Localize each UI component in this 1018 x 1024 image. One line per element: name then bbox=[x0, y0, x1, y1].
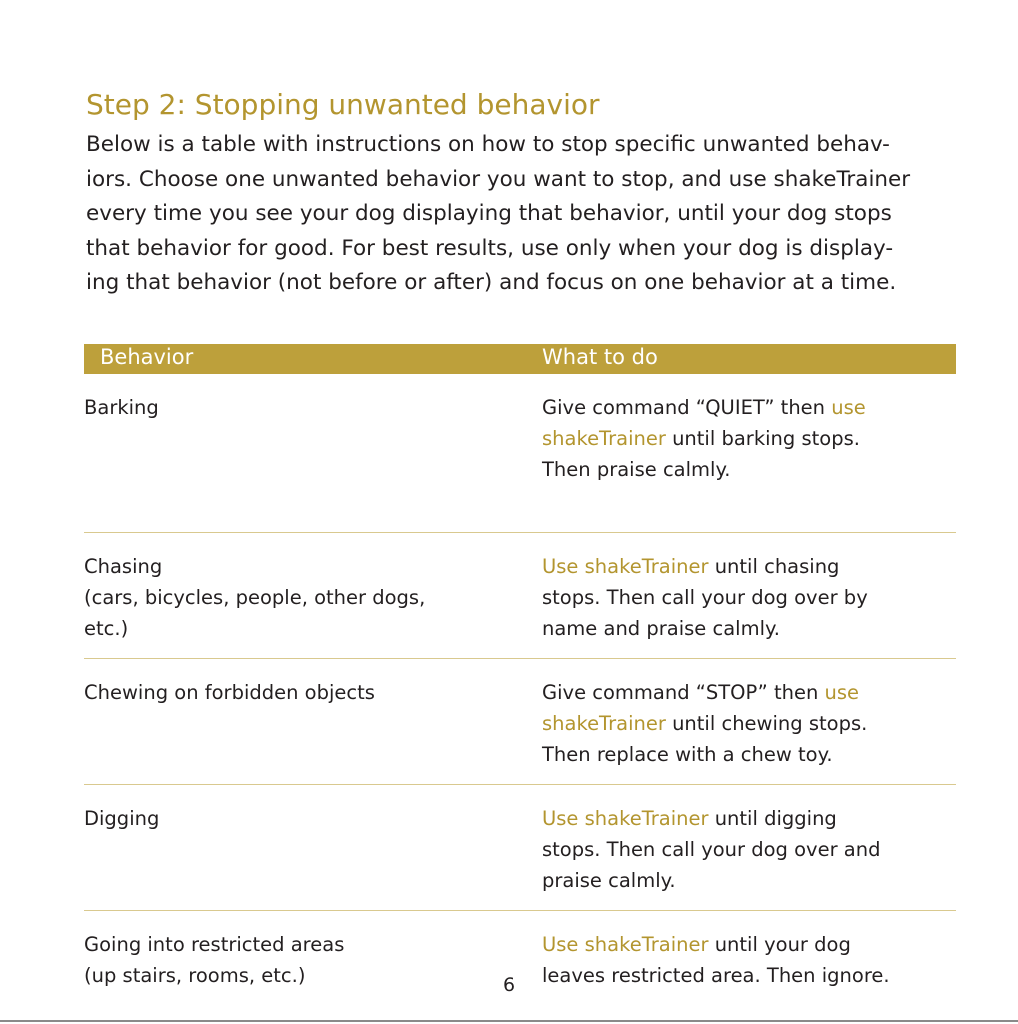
instruction-cell bbox=[542, 803, 956, 896]
behavior-name: Going into restricted areas bbox=[84, 933, 345, 956]
column-header-what-to-do: What to do bbox=[542, 345, 658, 369]
instruction-text: until barking stops. bbox=[665, 427, 860, 450]
instruction-text: stops. Then call your dog over by bbox=[542, 586, 868, 609]
bottom-divider bbox=[0, 1020, 1018, 1022]
intro-line: ing that behavior (not before or after) and focus on one behavior at a time. bbox=[86, 270, 897, 295]
table-row bbox=[84, 533, 956, 659]
instruction-line bbox=[542, 423, 956, 454]
behavior-cell bbox=[84, 803, 484, 834]
intro-line: that behavior for good. For best results, use only when your dog is display- bbox=[86, 235, 894, 261]
instruction-text: leaves restricted area. Then ignore. bbox=[542, 964, 890, 987]
behavior-name: Chasing bbox=[84, 555, 163, 578]
instruction-text: Then replace with a chew toy. bbox=[542, 743, 833, 766]
highlight-text: shakeTrainer bbox=[542, 427, 666, 450]
instruction-line bbox=[542, 865, 956, 896]
behavior-cell bbox=[84, 392, 484, 423]
instruction-line bbox=[542, 582, 956, 613]
behavior-name: Chewing on forbidden objects bbox=[84, 681, 375, 704]
instruction-line bbox=[542, 392, 956, 423]
instruction-line bbox=[542, 803, 956, 834]
intro-line: Below is a table with instructions on how to stop specific unwanted behav- bbox=[86, 132, 890, 157]
behavior-name: Digging bbox=[84, 807, 160, 830]
instruction-cell bbox=[542, 677, 956, 770]
intro-line: iors. Choose one unwanted behavior you want to stop, and use shakeTrainer bbox=[86, 166, 911, 192]
instruction-text: until chasing bbox=[708, 555, 840, 578]
instruction-text: Then praise calmly. bbox=[542, 458, 731, 481]
instruction-line bbox=[542, 708, 956, 739]
instruction-cell bbox=[542, 551, 956, 644]
table-header bbox=[84, 344, 956, 374]
table-row bbox=[84, 374, 956, 533]
behavior-detail: etc.) bbox=[84, 617, 129, 640]
instruction-cell bbox=[542, 392, 956, 485]
highlight-text: use bbox=[831, 396, 866, 419]
instruction-line bbox=[542, 613, 956, 644]
behavior-detail: (up stairs, rooms, etc.) bbox=[84, 964, 306, 987]
table-body bbox=[84, 374, 956, 1021]
instruction-text: stops. Then call your dog over and bbox=[542, 838, 881, 861]
table-row bbox=[84, 911, 956, 1021]
highlight-text: Use shakeTrainer bbox=[542, 933, 709, 956]
instruction-text: praise calmly. bbox=[542, 869, 676, 892]
table-row bbox=[84, 785, 956, 911]
instruction-line bbox=[542, 739, 956, 770]
instruction-line bbox=[542, 454, 956, 485]
highlight-text: use bbox=[824, 681, 860, 704]
highlight-text: shakeTrainer bbox=[542, 712, 666, 735]
page-number: 6 bbox=[502, 974, 516, 996]
instruction-text: until chewing stops. bbox=[665, 712, 868, 735]
column-header-behavior: Behavior bbox=[100, 345, 194, 369]
instruction-text: until digging bbox=[708, 807, 837, 830]
instruction-line bbox=[542, 677, 956, 708]
instruction-text: Give command “STOP” then bbox=[542, 681, 825, 704]
instruction-text: until your dog bbox=[708, 933, 851, 956]
highlight-text: Use shakeTrainer bbox=[542, 807, 709, 830]
table-row bbox=[84, 659, 956, 785]
section-heading: Step 2: Stopping unwanted behavior bbox=[86, 88, 600, 121]
intro-paragraph bbox=[86, 128, 986, 301]
instruction-line bbox=[542, 834, 956, 865]
intro-line: every time you see your dog displaying that behavior, until your dog stops bbox=[86, 201, 892, 226]
behavior-cell bbox=[84, 551, 484, 644]
instruction-text: name and praise calmly. bbox=[542, 617, 780, 640]
behavior-name: Barking bbox=[84, 396, 159, 419]
behavior-cell bbox=[84, 677, 484, 708]
highlight-text: Use shakeTrainer bbox=[542, 555, 709, 578]
instruction-line bbox=[542, 551, 956, 582]
instruction-line bbox=[542, 929, 956, 960]
behavior-table bbox=[84, 344, 956, 1021]
instruction-text: Give command “QUIET” then bbox=[542, 396, 832, 419]
behavior-detail: (cars, bicycles, people, other dogs, bbox=[84, 586, 426, 609]
